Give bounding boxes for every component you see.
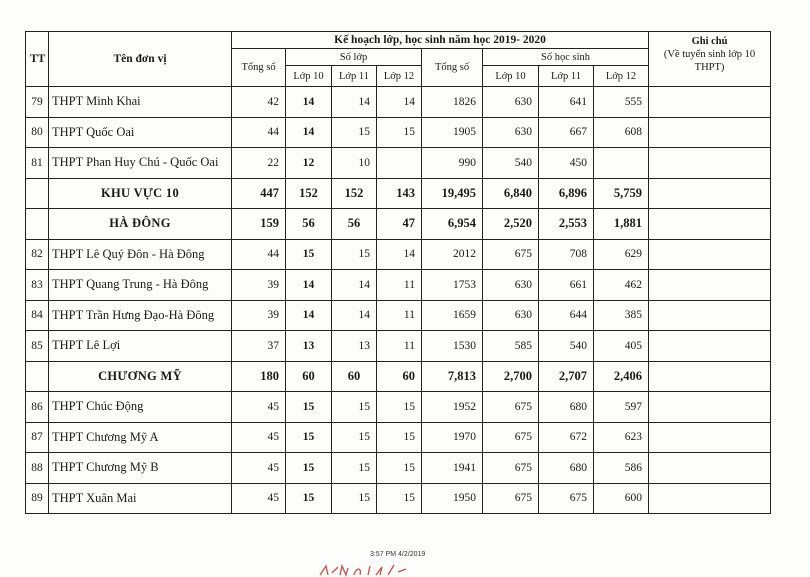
table-row bbox=[26, 422, 771, 453]
student-group-header: Số học sinh bbox=[483, 49, 649, 66]
table-body bbox=[26, 87, 771, 514]
unit-name-cell: CHƯƠNG MỸ bbox=[49, 361, 232, 392]
class-grade10-cell: 56 bbox=[286, 209, 332, 240]
class-grade12-cell: 15 bbox=[377, 392, 422, 423]
student-total-cell: 1905 bbox=[422, 117, 483, 148]
class-grade11-cell: 14 bbox=[332, 270, 377, 301]
class-grade12-header: Lớp 12 bbox=[377, 66, 422, 87]
student-grade11-cell: 540 bbox=[539, 331, 594, 362]
class-total-cell: 45 bbox=[232, 392, 286, 423]
class-grade12-cell: 11 bbox=[377, 331, 422, 362]
student-grade11-cell: 2,707 bbox=[539, 361, 594, 392]
class-total-cell: 37 bbox=[232, 331, 286, 362]
student-grade12-cell: 5,759 bbox=[594, 178, 649, 209]
student-grade10-cell: 630 bbox=[483, 117, 539, 148]
unit-name-cell: THPT Phan Huy Chú - Quốc Oai bbox=[49, 148, 232, 179]
student-grade12-cell: 385 bbox=[594, 300, 649, 331]
student-grade10-cell: 675 bbox=[483, 392, 539, 423]
tt-cell bbox=[26, 209, 49, 240]
student-grade10-cell: 630 bbox=[483, 300, 539, 331]
class-grade11-cell: 14 bbox=[332, 300, 377, 331]
note-cell bbox=[649, 209, 771, 240]
student-grade12-header: Lớp 12 bbox=[594, 66, 649, 87]
class-grade12-cell: 143 bbox=[377, 178, 422, 209]
student-grade10-cell: 630 bbox=[483, 87, 539, 118]
print-timestamp: 3:57 PM 4/2/2019 bbox=[370, 551, 426, 558]
note-cell bbox=[649, 331, 771, 362]
student-grade12-cell: 608 bbox=[594, 117, 649, 148]
note-cell bbox=[649, 148, 771, 179]
class-total-cell: 45 bbox=[232, 422, 286, 453]
group-row bbox=[26, 209, 771, 240]
student-grade11-cell: 667 bbox=[539, 117, 594, 148]
student-grade11-header: Lớp 11 bbox=[539, 66, 594, 87]
student-grade11-cell: 708 bbox=[539, 239, 594, 270]
class-grade10-cell: 13 bbox=[286, 331, 332, 362]
student-grade10-cell: 6,840 bbox=[483, 178, 539, 209]
class-total-cell: 447 bbox=[232, 178, 286, 209]
unit-name-cell: THPT Lê Quý Đôn - Hà Đông bbox=[49, 239, 232, 270]
table-row bbox=[26, 87, 771, 118]
group-row bbox=[26, 178, 771, 209]
student-total-cell: 7,813 bbox=[422, 361, 483, 392]
note-cell bbox=[649, 270, 771, 301]
student-grade10-cell: 630 bbox=[483, 270, 539, 301]
student-grade12-cell: 462 bbox=[594, 270, 649, 301]
student-grade12-cell bbox=[594, 148, 649, 179]
class-group-header: Số lớp bbox=[286, 49, 422, 66]
tt-cell: 86 bbox=[26, 392, 49, 423]
class-total-cell: 44 bbox=[232, 239, 286, 270]
unit-name-cell: HÀ ĐÔNG bbox=[49, 209, 232, 240]
student-grade11-cell: 672 bbox=[539, 422, 594, 453]
unit-name-cell: THPT Quốc Oai bbox=[49, 117, 232, 148]
student-total-cell: 1970 bbox=[422, 422, 483, 453]
tt-cell: 88 bbox=[26, 453, 49, 484]
class-grade11-cell: 15 bbox=[332, 453, 377, 484]
class-grade12-cell: 15 bbox=[377, 483, 422, 514]
table-row bbox=[26, 300, 771, 331]
class-grade11-cell: 60 bbox=[332, 361, 377, 392]
student-grade12-cell: 405 bbox=[594, 331, 649, 362]
student-total-cell: 1753 bbox=[422, 270, 483, 301]
class-total-cell: 159 bbox=[232, 209, 286, 240]
plan-title-header: Kế hoạch lớp, học sinh năm học 2019- 2020 bbox=[232, 32, 649, 49]
class-grade11-cell: 15 bbox=[332, 392, 377, 423]
unit-name-header: Tên đơn vị bbox=[49, 32, 232, 87]
class-grade10-cell: 14 bbox=[286, 300, 332, 331]
class-grade11-cell: 15 bbox=[332, 422, 377, 453]
student-total-cell: 1659 bbox=[422, 300, 483, 331]
note-title: Ghi chú bbox=[691, 36, 728, 47]
student-grade11-cell: 680 bbox=[539, 453, 594, 484]
note-cell bbox=[649, 117, 771, 148]
note-header bbox=[649, 32, 771, 87]
table-row bbox=[26, 239, 771, 270]
class-grade12-cell: 15 bbox=[377, 422, 422, 453]
student-grade12-cell: 629 bbox=[594, 239, 649, 270]
unit-name-cell: THPT Quang Trung - Hà Đông bbox=[49, 270, 232, 301]
student-grade11-cell: 661 bbox=[539, 270, 594, 301]
class-grade10-cell: 15 bbox=[286, 483, 332, 514]
class-grade10-cell: 15 bbox=[286, 422, 332, 453]
table-row bbox=[26, 117, 771, 148]
note-cell bbox=[649, 87, 771, 118]
class-grade10-header: Lớp 10 bbox=[286, 66, 332, 87]
unit-name-cell: THPT Minh Khai bbox=[49, 87, 232, 118]
student-grade12-cell: 2,406 bbox=[594, 361, 649, 392]
student-grade11-cell: 2,553 bbox=[539, 209, 594, 240]
note-cell bbox=[649, 483, 771, 514]
class-grade12-cell: 15 bbox=[377, 453, 422, 484]
student-total-header: Tổng số bbox=[422, 49, 483, 87]
class-grade12-cell: 11 bbox=[377, 300, 422, 331]
class-grade12-cell: 47 bbox=[377, 209, 422, 240]
student-grade10-cell: 540 bbox=[483, 148, 539, 179]
note-cell bbox=[649, 239, 771, 270]
class-grade11-cell: 15 bbox=[332, 117, 377, 148]
class-grade12-cell: 11 bbox=[377, 270, 422, 301]
student-grade10-cell: 675 bbox=[483, 453, 539, 484]
student-grade12-cell: 555 bbox=[594, 87, 649, 118]
table-row bbox=[26, 270, 771, 301]
tt-cell: 81 bbox=[26, 148, 49, 179]
class-grade11-cell: 13 bbox=[332, 331, 377, 362]
tt-cell: 80 bbox=[26, 117, 49, 148]
tt-cell: 89 bbox=[26, 483, 49, 514]
unit-name-cell: THPT Lê Lợi bbox=[49, 331, 232, 362]
table-row bbox=[26, 453, 771, 484]
class-grade10-cell: 14 bbox=[286, 87, 332, 118]
student-total-cell: 1950 bbox=[422, 483, 483, 514]
student-grade10-cell: 585 bbox=[483, 331, 539, 362]
signature-scribble bbox=[318, 563, 418, 577]
tt-cell bbox=[26, 178, 49, 209]
class-grade10-cell: 14 bbox=[286, 270, 332, 301]
student-total-cell: 1952 bbox=[422, 392, 483, 423]
student-grade10-cell: 2,700 bbox=[483, 361, 539, 392]
tt-cell bbox=[26, 361, 49, 392]
class-total-cell: 180 bbox=[232, 361, 286, 392]
class-grade12-cell: 60 bbox=[377, 361, 422, 392]
class-grade10-cell: 15 bbox=[286, 392, 332, 423]
unit-name-cell: THPT Xuân Mai bbox=[49, 483, 232, 514]
table-row bbox=[26, 392, 771, 423]
class-grade11-cell: 10 bbox=[332, 148, 377, 179]
student-grade11-cell: 680 bbox=[539, 392, 594, 423]
class-total-header: Tổng số bbox=[232, 49, 286, 87]
class-total-cell: 22 bbox=[232, 148, 286, 179]
table-row bbox=[26, 331, 771, 362]
table-row bbox=[26, 483, 771, 514]
table-row bbox=[26, 148, 771, 179]
student-grade12-cell: 1,881 bbox=[594, 209, 649, 240]
unit-name-cell: THPT Trần Hưng Đạo-Hà Đông bbox=[49, 300, 232, 331]
class-grade10-cell: 14 bbox=[286, 117, 332, 148]
class-grade10-cell: 12 bbox=[286, 148, 332, 179]
unit-name-cell: THPT Chương Mỹ B bbox=[49, 453, 232, 484]
unit-name-cell: THPT Chúc Động bbox=[49, 392, 232, 423]
note-cell bbox=[649, 392, 771, 423]
class-grade12-cell bbox=[377, 148, 422, 179]
student-grade10-header: Lớp 10 bbox=[483, 66, 539, 87]
student-grade11-cell: 641 bbox=[539, 87, 594, 118]
class-total-cell: 44 bbox=[232, 117, 286, 148]
class-total-cell: 39 bbox=[232, 300, 286, 331]
student-grade11-cell: 675 bbox=[539, 483, 594, 514]
student-grade12-cell: 586 bbox=[594, 453, 649, 484]
tt-cell: 87 bbox=[26, 422, 49, 453]
student-grade11-cell: 6,896 bbox=[539, 178, 594, 209]
student-grade11-cell: 450 bbox=[539, 148, 594, 179]
student-total-cell: 2012 bbox=[422, 239, 483, 270]
class-grade12-cell: 14 bbox=[377, 87, 422, 118]
student-grade10-cell: 675 bbox=[483, 422, 539, 453]
class-grade11-header: Lớp 11 bbox=[332, 66, 377, 87]
class-total-cell: 39 bbox=[232, 270, 286, 301]
tt-header: TT bbox=[26, 32, 49, 87]
class-total-cell: 45 bbox=[232, 453, 286, 484]
group-row bbox=[26, 361, 771, 392]
student-grade11-cell: 644 bbox=[539, 300, 594, 331]
student-grade10-cell: 2,520 bbox=[483, 209, 539, 240]
unit-name-cell: THPT Chương Mỹ A bbox=[49, 422, 232, 453]
tt-cell: 83 bbox=[26, 270, 49, 301]
student-total-cell: 1941 bbox=[422, 453, 483, 484]
tt-cell: 82 bbox=[26, 239, 49, 270]
note-subtitle: (Về tuyển sinh lớp 10 THPT) bbox=[663, 49, 756, 73]
school-plan-table bbox=[25, 31, 771, 514]
class-grade11-cell: 152 bbox=[332, 178, 377, 209]
class-grade11-cell: 15 bbox=[332, 239, 377, 270]
note-cell bbox=[649, 178, 771, 209]
note-cell bbox=[649, 453, 771, 484]
class-total-cell: 45 bbox=[232, 483, 286, 514]
class-grade10-cell: 15 bbox=[286, 239, 332, 270]
class-grade11-cell: 56 bbox=[332, 209, 377, 240]
note-cell bbox=[649, 422, 771, 453]
class-grade10-cell: 152 bbox=[286, 178, 332, 209]
class-grade10-cell: 60 bbox=[286, 361, 332, 392]
class-grade11-cell: 15 bbox=[332, 483, 377, 514]
student-total-cell: 1530 bbox=[422, 331, 483, 362]
note-cell bbox=[649, 361, 771, 392]
class-grade12-cell: 14 bbox=[377, 239, 422, 270]
unit-name-cell: KHU VỰC 10 bbox=[49, 178, 232, 209]
tt-cell: 79 bbox=[26, 87, 49, 118]
student-grade10-cell: 675 bbox=[483, 239, 539, 270]
student-grade12-cell: 597 bbox=[594, 392, 649, 423]
class-grade10-cell: 15 bbox=[286, 453, 332, 484]
student-total-cell: 6,954 bbox=[422, 209, 483, 240]
class-grade11-cell: 14 bbox=[332, 87, 377, 118]
student-total-cell: 19,495 bbox=[422, 178, 483, 209]
student-grade12-cell: 623 bbox=[594, 422, 649, 453]
student-total-cell: 990 bbox=[422, 148, 483, 179]
class-grade12-cell: 15 bbox=[377, 117, 422, 148]
student-total-cell: 1826 bbox=[422, 87, 483, 118]
tt-cell: 85 bbox=[26, 331, 49, 362]
student-grade10-cell: 675 bbox=[483, 483, 539, 514]
note-cell bbox=[649, 300, 771, 331]
student-grade12-cell: 600 bbox=[594, 483, 649, 514]
class-total-cell: 42 bbox=[232, 87, 286, 118]
tt-cell: 84 bbox=[26, 300, 49, 331]
